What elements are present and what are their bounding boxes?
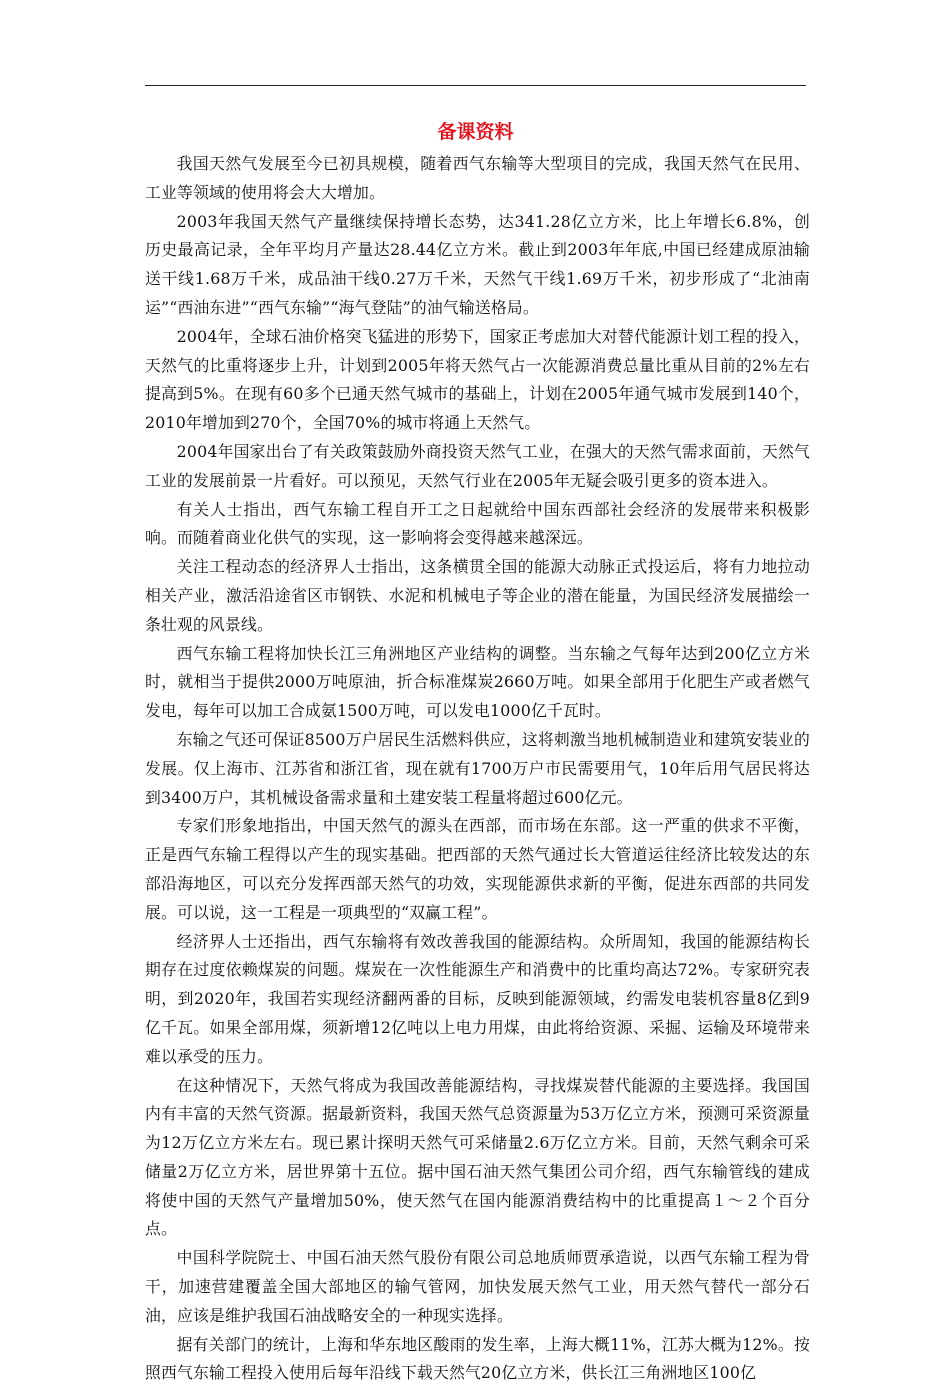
paragraph-10: 经济界人士还指出，西气东输将有效改善我国的能源结构。众所周知，我国的能源结构长期存在过度依赖煤炭的问题。煤炭在一次性能源生产和消费中的比重均高达72%。专家研究表明，到2020年，我国若实现经济翻两番的目标，反映到能源领域，约需发电装机容量8亿到9亿千瓦。如果全部用煤，须新增12亿吨以上电力用煤，由此将给资源、采掘、运输及环境带来难以承受的压力。 xyxy=(145,931,810,1066)
paragraph-7: 西气东输工程将加快长江三角洲地区产业结构的调整。当东输之气每年达到200亿立方米时，就相当于提供2000万吨原油，折合标准煤炭2660万吨。如果全部用于化肥生产或者燃气发电，每年可以加工合成氨1500万吨，可以发电1000亿千瓦时。 xyxy=(145,643,810,721)
paragraph-12: 中国科学院院士、中国石油天然气股份有限公司总地质师贾承造说，以西气东输工程为骨干，加速营建覆盖全国大部地区的输气管网，加快发展天然气工业，用天然气替代一部分石油，应该是维护我国石油战略安全的一种现实选择。 xyxy=(145,1248,810,1325)
document-body xyxy=(145,150,810,1388)
paragraph-5: 有关人士指出，西气东输工程自开工之日起就给中国东西部社会经济的发展带来积极影响。而随着商业化供气的实现，这一影响将会变得越来越深远。 xyxy=(145,499,810,548)
paragraph-9: 专家们形象地指出，中国天然气的源头在西部，而市场在东部。这一严重的供求不平衡，正是西气东输工程得以产生的现实基础。把西部的天然气通过长大管道运往经济比较发达的东部沿海地区，可以充分发挥西部天然气的功效，实现能源供求新的平衡，促进东西部的共同发展。可以说，这一工程是一项典型的“双赢工程”。 xyxy=(145,816,810,922)
page-title: 备课资料 xyxy=(437,121,514,143)
paragraph-8: 东输之气还可保证8500万户居民生活燃料供应，这将刺激当地机械制造业和建筑安装业的发展。仅上海市、江苏省和浙江省，现在就有1700万户市民需要用气，10年后用气居民将达到3400万户，其机械设备需求量和土建安装工程量将超过600亿元。 xyxy=(145,729,810,807)
paragraph-11: 在这种情况下，天然气将成为我国改善能源结构，寻找煤炭替代能源的主要选择。我国国内有丰富的天然气资源。据最新资料，我国天然气总资源量为53万亿立方米，预测可采资源量为12万亿立方米左右。现已累计探明天然气可采储量2.6万亿立方米。目前，天然气剩余可采储量2万亿立方米，居世界第十五位。据中国石油天然气集团公司介绍，西气东输管线的建成将使中国的天然气产量增加50%，使天然气在国内能源消费结构中的比重提高１～２个百分点。 xyxy=(145,1075,810,1239)
paragraph-13: 据有关部门的统计，上海和华东地区酸雨的发生率，上海大概11%，江苏大概为12%。按照西气东输工程投入使用后每年沿线下载天然气20亿立方米，供长江三角洲地区100亿 xyxy=(145,1334,810,1383)
paragraph-4: 2004年国家出台了有关政策鼓励外商投资天然气工业，在强大的天然气需求面前，天然气工业的发展前景一片看好。可以预见，天然气行业在2005年无疑会吸引更多的资本进入。 xyxy=(145,441,810,490)
paragraph-6: 关注工程动态的经济界人士指出，这条横贯全国的能源大动脉正式投运后，将有力地拉动相关产业，激活沿途省区市钢铁、水泥和机械电子等企业的潜在能量，为国民经济发展描绘一条壮观的风景线。 xyxy=(145,557,810,634)
paragraph-2: 2003年我国天然气产量继续保持增长态势，达341.28亿立方米，比上年增长6.8%，创历史最高记录，全年平均月产量达28.44亿立方米。截止到2003年年底,中国已经建成原油输送干线1.68万千米，成品油干线0.27万千米，天然气干线1.69万千米，初步形成了“北油南运”“西油东进”“西气东输”“海气登陆”的油气输送格局。 xyxy=(145,211,810,317)
paragraph-3: 2004年，全球石油价格突飞猛进的形势下，国家正考虑加大对替代能源计划工程的投入，天然气的比重将逐步上升，计划到2005年将天然气占一次能源消费总量比重从目前的2%左右提高到5%。在现有60多个已通天然气城市的基础上，计划在2005年通气城市发展到140个，2010年增加到270个，全国70%的城市将通上天然气。 xyxy=(145,326,811,433)
header-rule xyxy=(145,85,806,86)
paragraph-1: 我国天然气发展至今已初具规模，随着西气东输等大型项目的完成，我国天然气在民用、工业等领域的使用将会大大增加。 xyxy=(145,154,810,202)
